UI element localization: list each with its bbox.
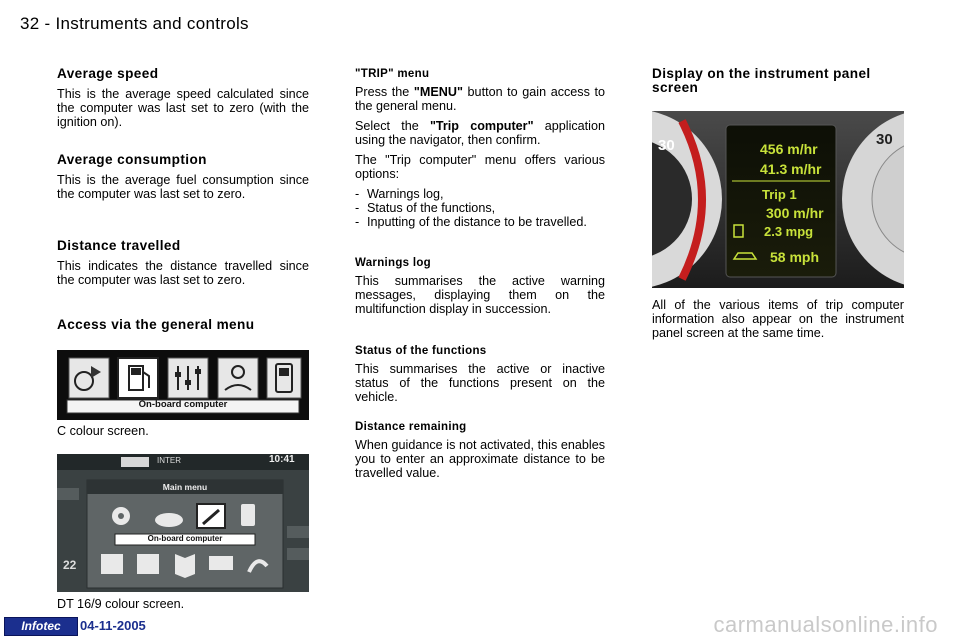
text-trip-p2: [355, 119, 605, 147]
column-2: [355, 67, 605, 235]
instrument-panel-image: [652, 111, 904, 288]
onboard-computer-icon: [197, 504, 225, 528]
trip-computer-ref: "Trip computer": [429, 119, 534, 133]
phone-icon: [267, 358, 301, 398]
text-average-speed: This is the average speed calculated since the computer was last set to zero (with the ignition on).: [57, 87, 309, 129]
lcd-line-1: 456 m/hr: [760, 141, 818, 157]
text-average-consumption: This is the average fuel consumption since the computer was last set to zero.: [57, 173, 309, 201]
list-item: - Status of the functions,: [355, 201, 605, 215]
media-disc-icon: [155, 513, 183, 527]
lcd-line-5: 58 mph: [770, 249, 820, 265]
dt-colour-screen-graphic: [57, 454, 309, 592]
media-icon: [69, 358, 109, 398]
caption-c-colour-screen: C colour screen.: [57, 424, 149, 438]
settings-gear-icon: [112, 507, 130, 525]
sliders-icon: [137, 554, 159, 574]
menu-button-ref: "MENU": [413, 85, 463, 99]
heading-trip-menu: "TRIP" menu: [355, 68, 430, 80]
text-trip-p3: The "Trip computer" menu offers various options:: [355, 153, 605, 181]
c-screen-label: On-board computer: [138, 399, 228, 410]
text-span: button to gain access to the general menu.: [355, 85, 605, 113]
vehicle-config-icon: [101, 554, 123, 574]
text-instrument-panel: All of the various items of trip computer information also appear on the instrument panel screen at the same time.: [652, 298, 904, 340]
text-distance-travelled: This indicates the distance travelled since the computer was last set to zero.: [57, 259, 309, 287]
text-span: Select the: [355, 119, 430, 133]
lcd-line-4: 2.3 mpg: [764, 224, 814, 239]
column-3-text-block: [652, 298, 904, 346]
text-distance-remaining: When guidance is not activated, this enables you to enter an approximate distance to be travelled value.: [355, 438, 605, 480]
phone-device-icon: [241, 504, 255, 526]
text-span: Press the: [355, 85, 414, 99]
column-3: [652, 67, 882, 101]
column-2-block-4: [355, 420, 605, 486]
heading-distance-remaining: Distance remaining: [355, 421, 467, 433]
column-1-block-3: [57, 239, 309, 293]
c-colour-screen-image: [57, 350, 309, 420]
heading-access-general-menu: Access via the general menu: [57, 317, 255, 332]
column-2-block-3: [355, 344, 605, 410]
lcd-line-2: 41.3 m/hr: [760, 161, 822, 177]
text-span: application using the navigator, then confirm.: [355, 119, 605, 147]
lcd-trip-label: Trip 1: [762, 187, 797, 202]
trip-options-list: [355, 187, 605, 229]
footer-date: 04-11-2005: [80, 618, 146, 633]
column-1-block-4: [57, 318, 309, 338]
column-2-block-2: [355, 256, 605, 322]
heading-instrument-panel-display: Display on the instrument panel screen: [652, 66, 871, 95]
heading-warnings-log: Warnings log: [355, 257, 432, 269]
text-warnings-log: This summarises the active warning messages, displaying them on the multifunction display in succession.: [355, 274, 605, 316]
settings-sliders-icon: [168, 358, 208, 398]
page-title: 32 - Instruments and controls: [20, 14, 249, 33]
dt-side-left-value: 22: [63, 558, 77, 572]
dt-item-label: On-board computer: [147, 534, 223, 543]
watermark-text: carmanualsonline.info: [713, 612, 938, 637]
heading-average-speed: Average speed: [57, 66, 159, 81]
heading-average-consumption: Average consumption: [57, 152, 207, 167]
list-item: - Warnings log,: [355, 187, 605, 201]
climate-icon: [218, 358, 258, 398]
right-gauge-value: 30: [876, 131, 893, 148]
heading-status-functions: Status of the functions: [355, 345, 487, 357]
screen-icon: [209, 556, 233, 570]
heading-distance-travelled: Distance travelled: [57, 238, 181, 253]
lcd-line-3: 300 m/hr: [766, 205, 824, 221]
list-item: - Inputting of the distance to be travelled.: [355, 215, 605, 229]
infotec-badge: Infotec: [4, 617, 78, 636]
dt-top-label: INTER: [157, 456, 181, 465]
text-trip-p1: [355, 85, 605, 113]
text-status-functions: This summarises the active or inactive status of the functions present on the vehicle.: [355, 362, 605, 404]
dt-colour-screen-image: [57, 454, 309, 592]
left-gauge-value: 30: [658, 137, 675, 154]
dt-menu-title: Main menu: [162, 482, 208, 492]
column-1: [57, 67, 309, 135]
dt-clock: 10:41: [269, 454, 295, 465]
fuel-icon: [118, 358, 158, 398]
caption-dt-colour-screen: DT 16/9 colour screen.: [57, 597, 185, 611]
column-1-block-2: [57, 153, 309, 207]
